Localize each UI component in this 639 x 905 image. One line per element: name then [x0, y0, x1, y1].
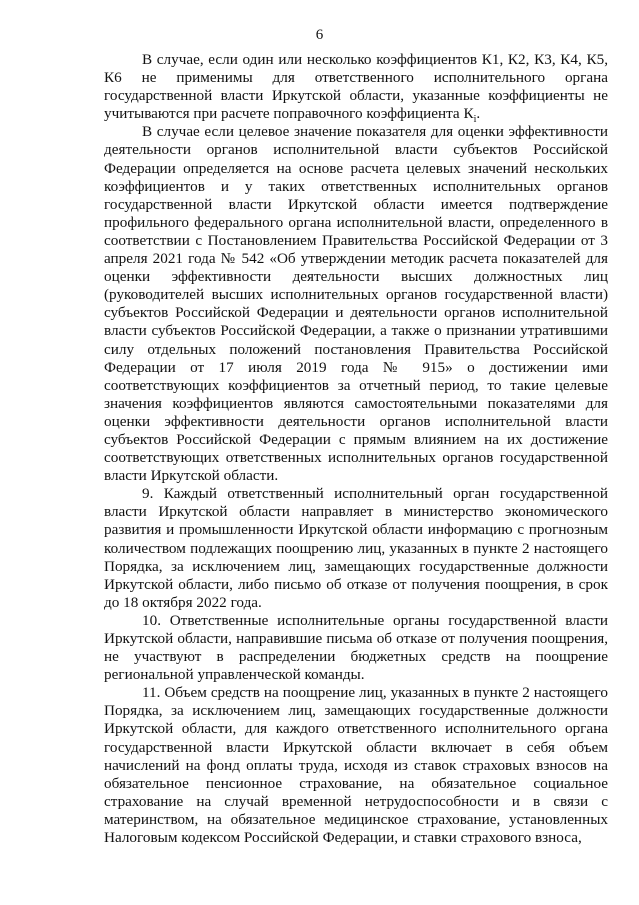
paragraph-item-10: 10. Ответственные исполнительные органы государственной власти Иркутской области, направившие письма об отказе от получения поощрения, не участвуют в распределении бюджетных средств на поощрение региональной управленческой команды. — [104, 611, 608, 684]
document-body — [104, 51, 608, 847]
page-number: 6 — [315, 27, 324, 43]
paragraph-item-9: 9. Каждый ответственный исполнительный орган государственной власти Иркутской области направляет в министерство экономического развития и промышленности Иркутской области информацию с прогнозным количеством подлежащих поощрению лиц, указанных в пункте 2 настоящего Порядка, за исключением лиц, замещающих государственные должности Иркутской области, либо письмо об отказе от получения поощрения, в срок до 18 октября 2022 года. — [104, 485, 608, 611]
subscript-i: i — [473, 114, 477, 126]
paragraph-coefficients-not-applicable: В случае, если один или несколько коэффициентов К1, К2, К3, К4, К5, К6 не применимы для ответственного исполнительного органа государственной власти Иркутской области, указанные коэффициенты не учитываются при расчете поправочного коэффициента $К_i$. — [104, 51, 608, 126]
paragraph-item-11: 11. Объем средств на поощрение лиц, указанных в пункте 2 настоящего Порядка, за исключением лиц, замещающих государственные должности Иркутской области, для каждого ответственного исполнительного органа государственной власти Иркутской области включает в себя объем начислений на фонд оплаты труда, исходя из ставок страховых взносов на обязательное пенсионное страхование, на обязательное социальное страхование на случай временной нетрудоспособности и в связи с материнством, на обязательное медицинское страхование, установленных Налоговым кодексом Российской Федерации, и ставки страхового взноса, — [104, 684, 608, 847]
paragraph-target-value: В случае если целевое значение показателя для оценки эффективности деятельности органов исполнительной власти субъектов Российской Федерации определяется на основе расчета целевых значений нескольких коэффициентов и у таких ответственных исполнительных органов государственной власти Иркутской области имеется подтверждение профильного федерального органа исполнительной власти, определенного в соответствии с Постановлением Правительства Российской Федерации от 3 апреля 2021 года № 542 «Об утверждении методик расчета показателей для оценки эффективности деятельности высших должностных лиц (руководителей высших исполнительных органов государственной власти) субъектов Российской Федерации и деятельности органов исполнительной власти субъектов Российской Федерации, а также о признании утратившими силу отдельных положений постановления Правительства Российской Федерации от 17 июля 2019 года № 915» о достижении ими соответствующих коэффициентов за отчетный период, то такие целевые значения коэффициентов являются самостоятельными показателями для оценки эффективности деятельности органов исполнительной власти субъектов Российской Федерации с прямым влиянием на их достижение соответствующих ответственных исполнительных органов государственной власти Иркутской области. — [104, 123, 608, 485]
